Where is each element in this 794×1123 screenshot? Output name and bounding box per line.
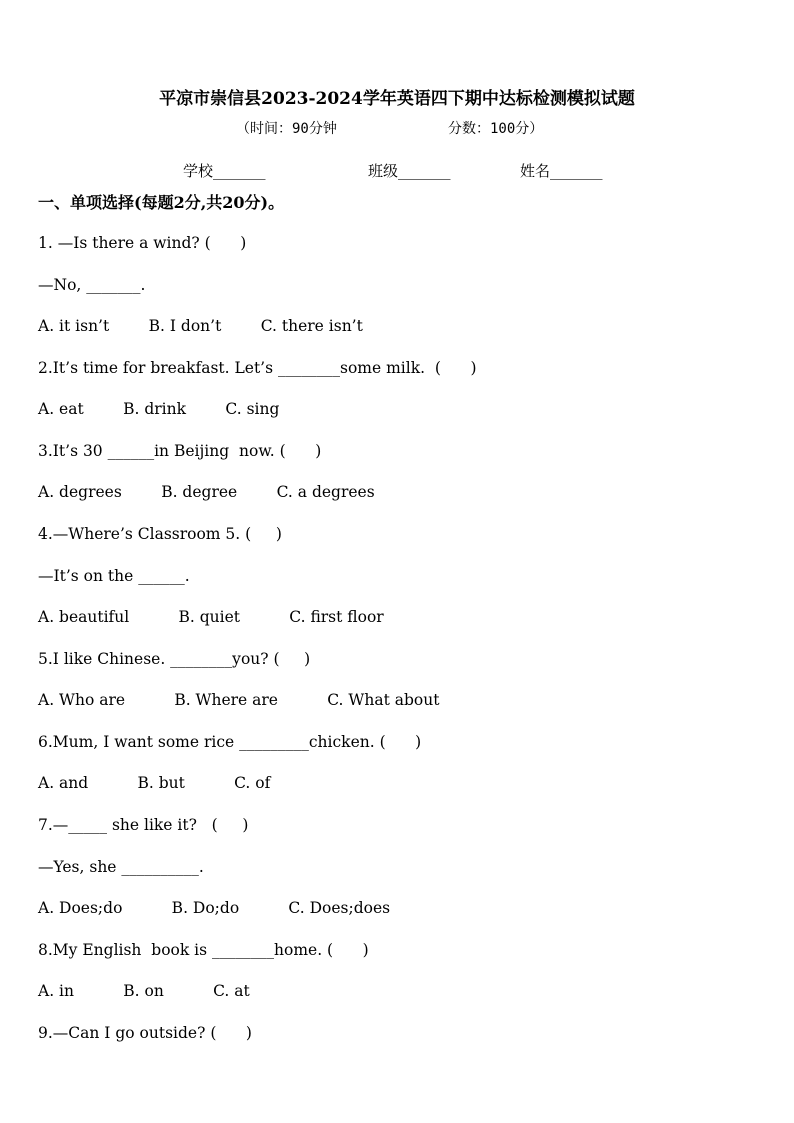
question-line: 7.—_____ she like it? ( ) [38, 816, 249, 834]
options-line: A. it isn’t B. I don’t C. there isn’t [38, 317, 363, 335]
question-line: 1. —Is there a wind? ( ) [38, 234, 247, 252]
class-field[interactable]: 班级_______ [368, 162, 451, 180]
options-line: A. Who are B. Where are C. What about [38, 691, 440, 709]
options-line: A. eat B. drink C. sing [38, 400, 280, 418]
section-heading: 一、单项选择(每题2分,共20分)。 [38, 193, 285, 212]
exam-title: 平凉市崇信县2023-2024学年英语四下期中达标检测模拟试题 [159, 89, 635, 109]
question-line: 9.—Can I go outside? ( ) [38, 1024, 252, 1042]
question-line: 2.It’s time for breakfast. Let’s ________some milk. ( ) [38, 359, 477, 377]
options-line: A. Does;do B. Do;do C. Does;does [38, 899, 391, 917]
question-line: 6.Mum, I want some rice _________chicken. ( ) [38, 733, 422, 751]
options-line: A. and B. but C. of [38, 774, 271, 792]
question-line: —Yes, she __________. [38, 858, 204, 876]
question-line: —It’s on the ______. [38, 567, 190, 585]
question-line: 3.It’s 30 ______in Beijing now. ( ) [38, 442, 322, 460]
question-line: —No, _______. [38, 276, 146, 294]
options-line: A. degrees B. degree C. a degrees [38, 483, 375, 501]
exam-time: （时间：90分钟 [236, 121, 337, 137]
school-field[interactable]: 学校_______ [183, 162, 266, 180]
options-line: A. in B. on C. at [38, 982, 250, 1000]
exam-score: 分数：100分） [448, 121, 544, 137]
question-line: 5.I like Chinese. ________you? ( ) [38, 650, 311, 668]
question-line: 8.My English book is ________home. ( ) [38, 941, 369, 959]
options-line: A. beautiful B. quiet C. first floor [38, 608, 384, 626]
name-field[interactable]: 姓名_______ [520, 162, 603, 180]
question-line: 4.—Where’s Classroom 5. ( ) [38, 525, 282, 543]
